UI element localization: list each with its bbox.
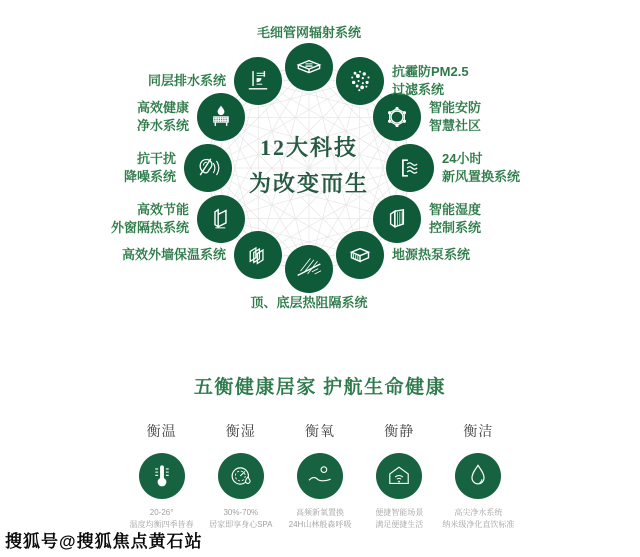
balance-name: 衡湿 <box>225 425 256 440</box>
balance-desc: 高频新氧置换 24H山林般森呼吸 <box>288 508 352 530</box>
tech-label-heat-pump: 地源热泵系统 <box>392 247 471 262</box>
balance-name: 衡静 <box>384 425 415 440</box>
oxygen-sprout-icon <box>297 453 343 499</box>
tech-node-window-insulation <box>197 195 245 243</box>
five-balance-heading: 五衡健康居家 护航生命健康 <box>193 377 447 398</box>
tech-node-fresh-air <box>386 144 434 192</box>
tech-node-wall-insulation <box>234 231 282 279</box>
balance-item-oxygen <box>280 421 359 532</box>
tech-label-noise-reduction: 抗干扰 降噪系统 <box>123 151 176 184</box>
tech-node-noise-reduction <box>184 144 232 192</box>
tech-label-water-filter: 高效健康 净水系统 <box>136 100 189 133</box>
tech-label-radiant-panel: 毛细管网辐射系统 <box>256 25 361 40</box>
balance-desc: 便捷智能场景 满足便捷生活 <box>375 508 424 530</box>
tech-node-drainage <box>234 57 282 105</box>
quiet-home-icon <box>376 453 422 499</box>
tech-label-humidity-louver: 智能湿度 控制系统 <box>429 202 482 235</box>
water-filter-icon <box>204 100 238 134</box>
radiant-panel-icon <box>292 50 326 84</box>
wall-insulation-icon <box>241 238 275 272</box>
balance-name: 衡洁 <box>463 425 494 440</box>
tech-label-pm25-filter: 抗霾防PM2.5 过滤系统 <box>392 64 469 97</box>
tech-node-roof-insulation <box>285 245 333 293</box>
security-network-icon <box>380 100 414 134</box>
balance-item-clean <box>439 421 518 532</box>
tech-node-pm25-filter <box>336 57 384 105</box>
center-title-line2: 为改变而生 <box>248 171 369 197</box>
tech-label-wall-insulation: 高效外墙保温系统 <box>121 247 226 262</box>
balance-desc: 30%-70% 居家即享身心SPA <box>209 508 273 530</box>
center-title-line1: 12大科技 <box>259 135 358 160</box>
tech-label-security-network: 智能安防 智慧社区 <box>429 100 482 133</box>
noise-reduction-icon <box>191 151 225 185</box>
tech-node-security-network <box>373 93 421 141</box>
balance-desc: 20-26° 温度均衡四季皆春 <box>129 508 194 530</box>
tech-label-fresh-air: 24小时 新风置换系统 <box>442 151 521 184</box>
drainage-icon <box>241 64 275 98</box>
fresh-air-icon <box>393 151 427 185</box>
thermometer-icon <box>139 453 185 499</box>
humidity-gauge-icon <box>218 453 264 499</box>
balance-item-humidity <box>201 421 280 532</box>
tech-node-heat-pump <box>336 231 384 279</box>
tech-label-roof-insulation: 顶、底层热阻隔系统 <box>250 295 368 310</box>
water-drop-icon <box>455 453 501 499</box>
heat-pump-icon <box>343 238 377 272</box>
balance-desc: 高尖净水系统 纳米级净化直饮标准 <box>442 508 515 530</box>
tech-label-window-insulation: 高效节能 外窗隔热系统 <box>110 202 189 235</box>
window-insulation-icon <box>204 202 238 236</box>
tech-label-drainage: 同层排水系统 <box>147 73 226 88</box>
humidity-louver-icon <box>380 202 414 236</box>
balance-name: 衡温 <box>146 425 177 440</box>
pm25-filter-icon <box>343 64 377 98</box>
tech-node-radiant-panel <box>285 43 333 91</box>
watermark: 搜狐号@搜狐焦点黄石站 <box>5 532 203 551</box>
balance-name: 衡氧 <box>305 425 335 440</box>
roof-insulation-icon <box>292 252 326 286</box>
balance-item-temperature <box>122 421 201 532</box>
tech-node-water-filter <box>197 93 245 141</box>
five-balance-row <box>122 421 518 532</box>
balance-item-quiet <box>360 421 439 532</box>
tech-node-humidity-louver <box>373 195 421 243</box>
